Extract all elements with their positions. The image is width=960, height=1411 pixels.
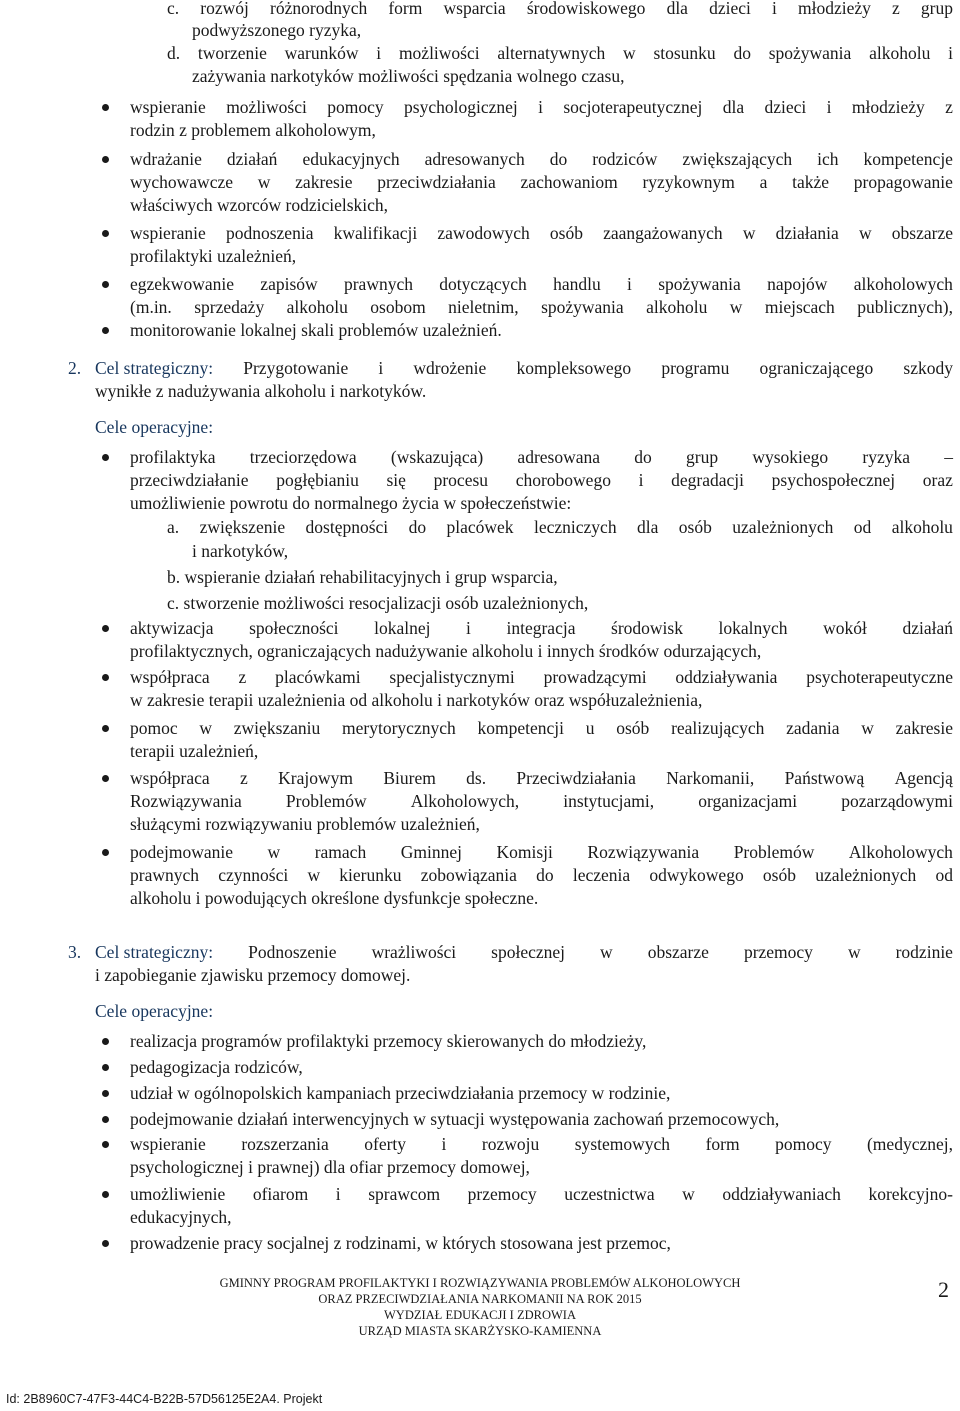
bullet-icon	[102, 281, 109, 288]
bullet-icon	[102, 1038, 109, 1045]
text-line: profilaktyka trzeciorzędowa (wskazująca) adresowana do grup wysokiego ryzyka –	[130, 447, 953, 467]
text-line: zażywania narkotyków możliwości spędzania wolnego czasu,	[192, 66, 625, 86]
bullet-icon	[102, 775, 109, 782]
goal-heading: Cel strategiczny: Przygotowanie i wdrożenie kompleksowego programu ograniczającego szkody	[95, 358, 953, 378]
goal-number: 3.	[68, 942, 82, 962]
page-number: 2	[938, 1277, 949, 1302]
footer-program-subtitle: ORAZ PRZECIWDZIAŁANIA NARKOMANII NA ROK 2015	[318, 1292, 642, 1306]
text-line: umożliwienie ofiarom i sprawcom przemocy uczestnictwa w oddziaływaniach korekcyjno-	[130, 1184, 953, 1204]
text-line: podwyższonego ryzyka,	[192, 20, 362, 40]
text-line: pomoc w zwiększaniu merytorycznych kompetencji u osób realizujących zadania w zakresie	[130, 718, 953, 738]
text-line: psychologicznej i prawnej) dla ofiar przemocy domowej,	[130, 1157, 530, 1177]
text-line: profilaktycznych, ograniczających nadużywanie alkoholu i innych środków odurzających,	[130, 641, 762, 661]
goal-label: Cel strategiczny:	[95, 942, 214, 962]
text-line: współpraca z placówkami specjalistycznymi prowadzącymi oddziaływania psychoterapeutyczne	[130, 667, 953, 687]
bullet-icon	[102, 674, 109, 681]
text-line: umożliwienie powrotu do normalnego życia w społeczeństwie:	[130, 493, 572, 513]
text-line: c. stworzenie możliwości resocjalizacji osób uzależnionych,	[167, 593, 589, 613]
text-line: podejmowanie działań interwencyjnych w sytuacji występowania zachowań przemocowych,	[130, 1109, 780, 1129]
text-line: egzekwowanie zapisów prawnych dotyczących handlu i spożywania napojów alkoholowych	[130, 274, 953, 294]
text-line: edukacyjnych,	[130, 1207, 232, 1227]
text-line: podejmowanie w ramach Gminnej Komisji Rozwiązywania Problemów Alkoholowych	[130, 842, 953, 862]
bullet-icon	[102, 725, 109, 732]
text-line: właściwych wzorców rodzicielskich,	[130, 195, 389, 215]
bullet-icon	[102, 104, 109, 111]
text-line: aktywizacja społeczności lokalnej i integracja środowisk lokalnych wokół działań	[130, 618, 953, 638]
section-heading: Cele operacyjne:	[95, 417, 214, 437]
bullet-icon	[102, 1116, 109, 1123]
section-heading: Cele operacyjne:	[95, 1001, 214, 1021]
text-line: monitorowanie lokalnej skali problemów uzależnień.	[130, 320, 502, 340]
text-line: służącymi rozwiązywaniu problemów uzależnień,	[130, 814, 480, 834]
footer-department: WYDZIAŁ EDUKACJI I ZDROWIA	[384, 1308, 576, 1322]
text-line: i zapobieganie zjawisku przemocy domowej.	[95, 965, 411, 985]
text-line: rodzin z problemem alkoholowym,	[130, 120, 376, 140]
bullet-icon	[102, 849, 109, 856]
text-line: udział w ogólnopolskich kampaniach przeciwdziałania przemocy w rodzinie,	[130, 1083, 671, 1103]
text-line: a. zwiększenie dostępności do placówek leczniczych dla osób uzależnionych od alkoholu	[167, 517, 953, 537]
text-line: realizacja programów profilaktyki przemocy skierowanych do młodzieży,	[130, 1031, 647, 1051]
text-line: profilaktyki uzależnień,	[130, 246, 297, 266]
text-line: przeciwdziałanie pogłębianiu się procesu chorobowego i degradacji psychospołecznej oraz	[130, 470, 953, 490]
text-line: prowadzenie pracy socjalnej z rodzinami, w których stosowana jest przemoc,	[130, 1233, 671, 1253]
text-line: w zakresie terapii uzależnienia od alkoholu i narkotyków oraz współuzależnienia,	[130, 690, 703, 710]
bullet-icon	[102, 156, 109, 163]
text-line: b. wspieranie działań rehabilitacyjnych i grup wsparcia,	[167, 567, 558, 587]
text-line: prawnych czynności w kierunku zobowiązania do leczenia odwykowego osób uzależnionych od	[130, 865, 953, 885]
bullet-icon	[102, 1240, 109, 1247]
footer-office: URZĄD MIASTA SKARŻYSKO-KAMIENNA	[358, 1324, 602, 1338]
text-line: wspieranie możliwości pomocy psychologicznej i socjoterapeutycznej dla dzieci i młodzieży z	[130, 97, 953, 117]
text-line: współpraca z Krajowym Biurem ds. Przeciwdziałania Narkomanii, Państwową Agencją	[130, 768, 953, 788]
text-line: alkoholu i powodujących określone dysfunkcje społeczne.	[130, 888, 539, 908]
text-line: Rozwiązywania Problemów Alkoholowych, instytucjami, organizacjami pozarządowymi	[130, 791, 953, 811]
goal-label: Cel strategiczny:	[95, 358, 214, 378]
bullet-icon	[102, 1141, 109, 1148]
footer-program-title: GMINNY PROGRAM PROFILAKTYKI I ROZWIĄZYWANIA PROBLEMÓW ALKOHOLOWYCH	[219, 1276, 741, 1290]
bullet-icon	[102, 1090, 109, 1097]
text-line: terapii uzależnień,	[130, 741, 259, 761]
text-line: wychowawcze w zakresie przeciwdziałania zachowaniom ryzykownym a także propagowanie	[130, 172, 953, 192]
bullet-icon	[102, 327, 109, 334]
bullet-icon	[102, 625, 109, 632]
text-line: d. tworzenie warunków i możliwości alternatywnych w stosunku do spożywania alkoholu i	[167, 43, 953, 63]
bullet-icon	[102, 230, 109, 237]
text-line: wynikłe z nadużywania alkoholu i narkotyków.	[95, 381, 427, 401]
bullet-icon	[102, 1064, 109, 1071]
text-line: (m.in. sprzedaży alkoholu osobom nieletnim, spożywania alkoholu w miejscach publicznych),	[130, 297, 953, 317]
text-line: i narkotyków,	[192, 541, 289, 561]
document-id: Id: 2B8960C7-47F3-44C4-B22B-57D56125E2A4. Projekt	[6, 1392, 323, 1406]
text-line: wdrażanie działań edukacyjnych adresowanych do rodziców zwiększających ich kompetencje	[130, 149, 953, 169]
text-line: wspieranie podnoszenia kwalifikacji zawodowych osób zaangażowanych w działania w obszarze	[130, 223, 953, 243]
text-line: c. rozwój różnorodnych form wsparcia środowiskowego dla dzieci i młodzieży z grup	[167, 0, 953, 18]
goal-number: 2.	[68, 358, 82, 378]
bullet-icon	[102, 1191, 109, 1198]
text-line: pedagogizacja rodziców,	[130, 1057, 303, 1077]
text-line: wspieranie rozszerzania oferty i rozwoju systemowych form pomocy (medycznej,	[130, 1134, 953, 1154]
goal-heading: Cel strategiczny: Podnoszenie wrażliwości społecznej w obszarze przemocy w rodzinie	[95, 942, 953, 962]
bullet-icon	[102, 454, 109, 461]
